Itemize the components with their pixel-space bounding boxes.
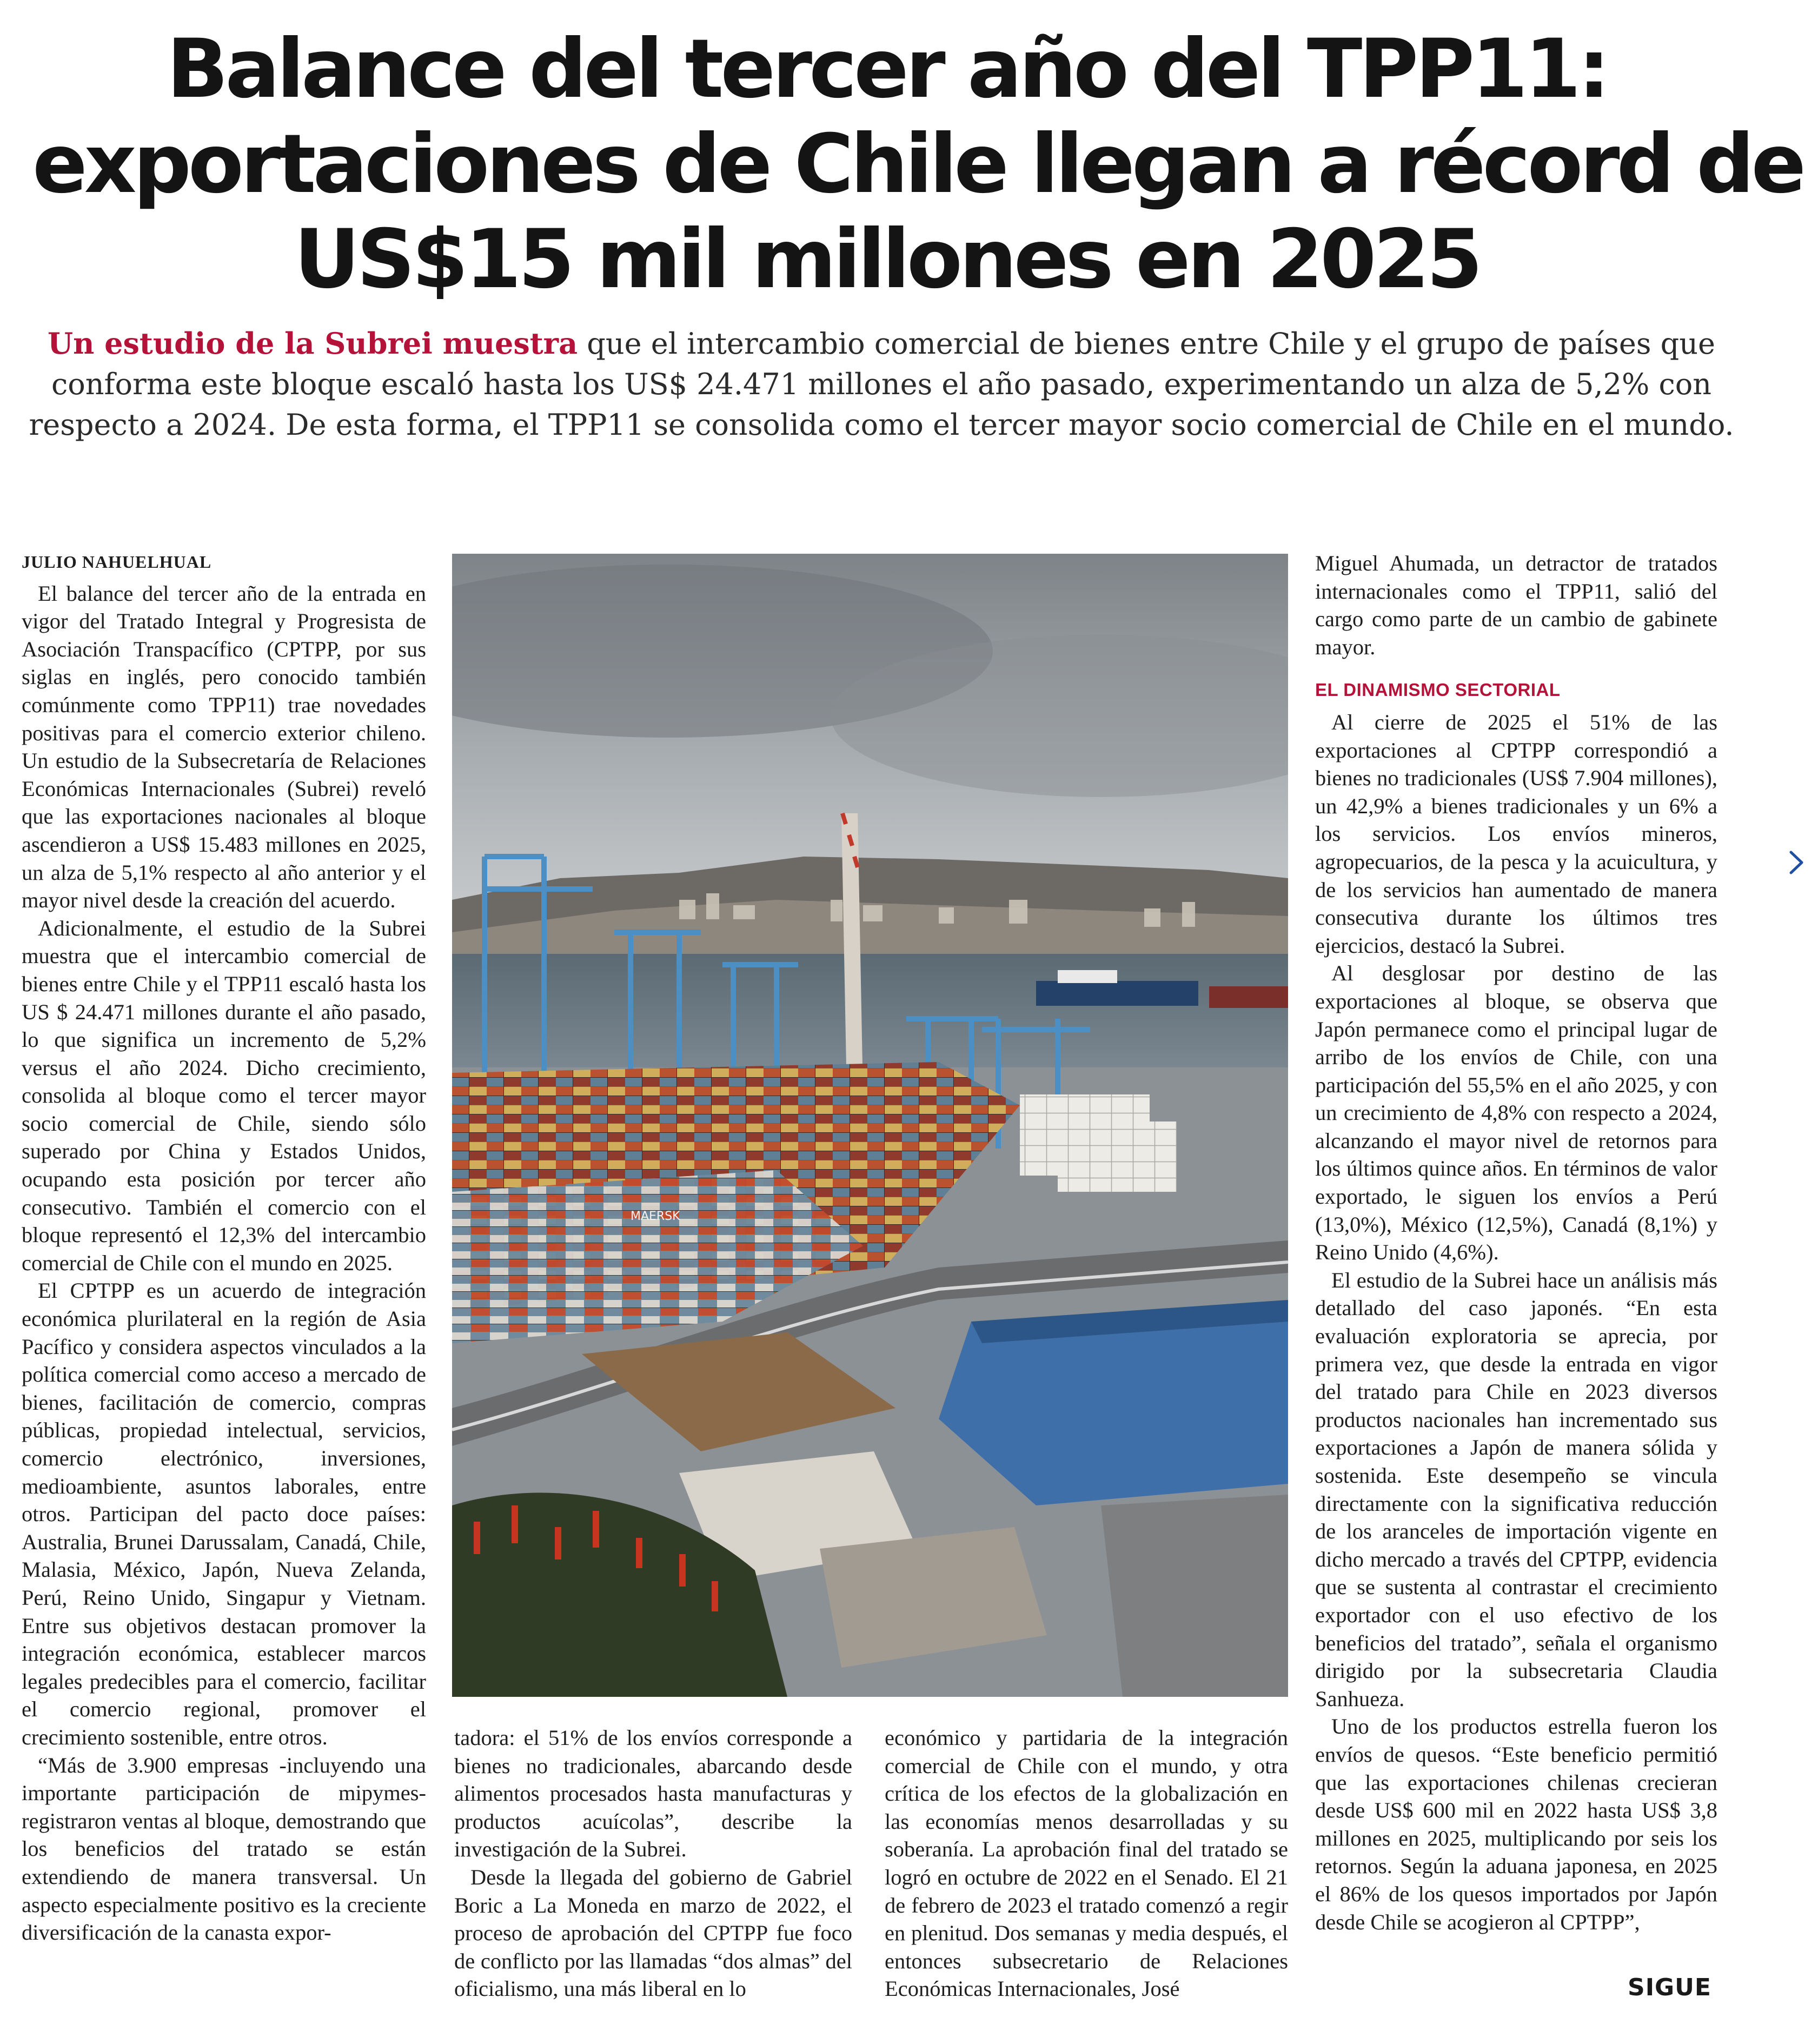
headline-line-1: Balance del tercer año del TPP11: — [167, 22, 1607, 116]
article-column-1 — [22, 548, 426, 2025]
headline-line-3: US$15 mil millones en 2025 — [294, 213, 1480, 307]
port-photo-illustration — [452, 554, 1288, 1697]
paragraph: El balance del tercer año de la entrada en vigor del Tratado Integral y Progresista de Asociación Transpacífico (CPTPP, por sus siglas en inglés, pero conocido también comúnmente como TPP11) trae novedades positivas para el comercio exterior chileno. Un estudio de la Subsecretaría de Relaciones Económicas Internacionales (Subrei) reveló que las exportaciones nacionales al bloque ascendieron a US$ 15.483 millones en 2025, un alza de 5,1% respecto al año anterior y el mayor nivel desde la creación del acuerdo. — [22, 581, 426, 913]
paragraph: tadora: el 51% de los envíos corresponde a bienes no tradicionales, abarcando desde alimentos procesados hasta manufacturas y productos acuícolas”, describe la investigación de la Subrei. — [454, 1726, 852, 1862]
paragraph: Desde la llegada del gobierno de Gabriel Boric a La Moneda en marzo de 2022, el proceso de aprobación del CPTPP fue foco de conflicto por las llamadas “dos almas” del oficialismo, una más liberal en lo — [454, 1864, 852, 2001]
continued-label: SIGUE — [1628, 1974, 1711, 2001]
deck — [22, 323, 1741, 445]
chevron-right-icon — [1786, 848, 1807, 877]
headline — [32, 22, 1803, 307]
article-column-4 — [1315, 549, 1717, 1955]
container-brand-label: MAERSK — [631, 1210, 680, 1223]
paragraph: El estudio de la Subrei hace un análisis más detallado del caso japonés. “En esta evaluación exploratoria se aprecia, por primera vez, que desde la entrada en vigor del tratado para Chile en 2023 diversos productos nacionales han incrementado sus exportaciones a Japón de manera sólida y sostenida. Este desempeño se vincula directamente con la significativa reducción de los aranceles de importación vigente en dicho mercado a través del CPTPP, evidencia que se sustenta al contrastar el crecimiento exportador con el uso efectivo de los beneficios del tratado”, señala el organismo dirigido por la subsecretaria Claudia Sanhueza. — [1315, 1267, 1717, 1711]
deck-lead: Un estudio de la Subrei muestra — [48, 326, 578, 361]
next-page-button[interactable] — [1786, 848, 1807, 877]
paragraph: económico y partidaria de la integración comercial de Chile con el mundo, y otra crítica de los efectos de la globalización en las economías menos desarrolladas y su soberanía. La aprobación final del tratado se logró en octubre de 2022 en el Senado. El 21 de febrero de 2023 el tratado comenzó a regir en plenitud. Dos semanas y media después, el entonces subsecretario de Relaciones Económicas Internacionales, José — [885, 1726, 1288, 2001]
paragraph: Al desglosar por destino de las exportaciones al bloque, se observa que Japón permanece como el principal lugar de arribo de los envíos de Chile, con una participación del 55,5% en el año 2025, y con un crecimiento de 4,8% con respecto a 2024, alcanzando el mayor nivel de retornos para los últimos quince años. En términos de valor exportado, le siguen los envíos a Perú (13,0%), México (12,5%), Canadá (8,1%) y Reino Unido (4,6%). — [1315, 961, 1717, 1265]
paragraph: Al cierre de 2025 el 51% de las exportaciones al CPTPP correspondió a bienes no tradicionales (US$ 7.904 millones), un 42,9% a bienes tradicionales y un 6% a los servicios. Los envíos mineros, agropecuarios, de la pesca y la acuicultura, y de los servicios han aumentado de manera consecutiva durante los últimos tres ejercicios, destacó la Subrei. — [1315, 709, 1717, 958]
section-heading: EL DINAMISMO SECTORIAL — [1315, 680, 1561, 700]
byline: JULIO NAHUELHUAL — [22, 552, 212, 572]
article-column-3 — [885, 1724, 1288, 2022]
paragraph: Uno de los productos estrella fueron los envíos de quesos. “Este beneficio permitió que las exportaciones chilenas crecieran desde US$ 600 mil en 2022 hasta US$ 3,8 millones en 2025, multiplicando por seis los retornos. Según la aduana japonesa, en 2025 el 86% de los quesos importados por Japón desde Chile se acogieron al CPTPP”, — [1315, 1714, 1717, 1934]
paragraph: Miguel Ahumada, un detractor de tratados internacionales como el TPP11, salió del cargo como parte de un cambio de gabinete mayor. — [1315, 551, 1717, 659]
article-column-2 — [454, 1724, 852, 2022]
headline-line-2: exportaciones de Chile llegan a récord de — [32, 117, 1803, 211]
deck-body: que el intercambio comercial de bienes entre Chile y el grupo de países que conforma este bloque escaló hasta los US$ 24.471 millones el año pasado, experimentando un alza de 5,2% con respecto a 2024. De esta forma, el TPP11 se consolida como el tercer mayor socio comercial de Chile en el mundo. — [29, 327, 1734, 442]
paragraph: El CPTPP es un acuerdo de integración económica plurilateral en la región de Asia Pacífico y considera aspectos vinculados a la política comercial como acceso a mercado de bienes, facilitación de comercio, compras públicas, propiedad intelectual, servicios, comercio electrónico, inversiones, medioambiente, asuntos laborales, entre otros. Participan del pacto doce países: Australia, Brunei Darussalam, Canadá, Chile, Malasia, México, Japón, Nueva Zelanda, Perú, Reino Unido, Singapur y Vietnam. Entre sus objetivos destacan promover la integración económica, establecer marcos legales predecibles para el comercio, facilitar el comercio regional, promover el crecimiento sostenible, entre otros. — [22, 1278, 426, 1749]
paragraph: Adicionalmente, el estudio de la Subrei muestra que el intercambio comercial de bienes entre Chile y el TPP11 escaló hasta los US $ 24.471 millones durante el año pasado, lo que significa un incremento de 5,2% versus el año 2024. Dicho crecimiento, consolida al bloque como el tercer mayor socio comercial de Chile, siendo sólo superado por China y Estados Unidos, ocupando esta posición por tercer año consecutivo. También el comercio con el bloque representó el 12,3% del intercambio comercial de Chile con el mundo en 2025. — [22, 915, 426, 1275]
port-photo — [452, 554, 1288, 1697]
paragraph: “Más de 3.900 empresas -incluyendo una importante participación de mipymes- registraron ventas al bloque, demostrando que los beneficios del tratado se están extendiendo de manera transversal. Un aspecto especialmente positivo es la creciente diversificación de la canasta expor- — [22, 1753, 426, 1945]
